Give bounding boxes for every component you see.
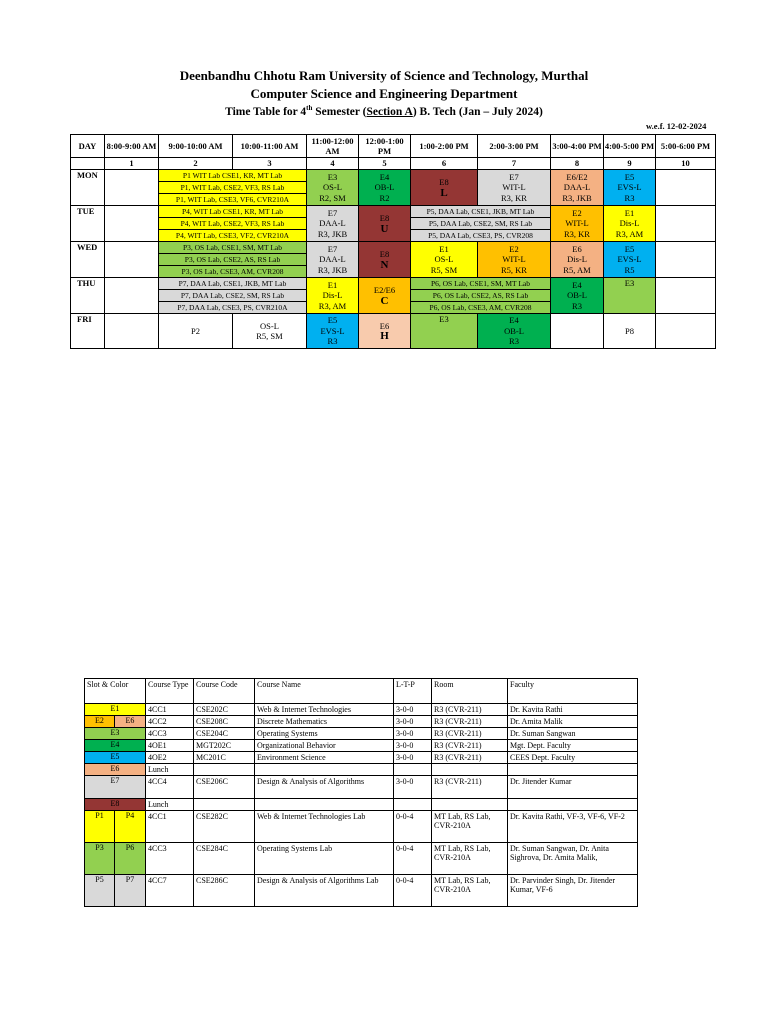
slot-number: 2 (159, 158, 233, 170)
course-legend (84, 678, 638, 907)
slot-number: 5 (359, 158, 411, 170)
day-label: THU (71, 278, 105, 314)
timetable-title: Time Table for 4th Semester (Section A) B. Tech (Jan – July 2024) (225, 104, 543, 118)
day-label: FRI (71, 314, 105, 349)
legend-row: E4 4OE1 MGT202C Organizational Behavior 3-0-0 R3 (CVR-211) Mgt. Dept. Faculty (85, 740, 638, 752)
day-label: TUE (71, 206, 105, 242)
day-row-wed (71, 242, 716, 278)
legend-header: Slot & Color (85, 679, 146, 704)
class-cell: OS-L R5, SM (233, 314, 307, 349)
class-cell: E4 OB-L R3 (551, 278, 604, 314)
header-cell: DAY (71, 135, 105, 158)
university-title: Deenbandhu Chhotu Ram University of Science and Technology, Murthal (179, 68, 589, 83)
day-label: WED (71, 242, 105, 278)
legend-row: E1 4CC1 CSE202C Web & Internet Technologies 3-0-0 R3 (CVR-211) Dr. Kavita Rathi (85, 704, 638, 716)
lunch-cell: E8 U (359, 206, 411, 242)
class-cell: E5 EVS-L R5 (604, 242, 656, 278)
lab-block: P3, OS Lab, CSE1, SM, MT Lab P3, OS Lab, CSE2, AS, RS Lab P3, OS Lab, CSE3, AM, CVR208 (159, 242, 307, 278)
class-cell: E4 OB-L R2 (359, 170, 411, 206)
class-cell: E6/E2 DAA-L R3, JKB (551, 170, 604, 206)
header-cell: 9:00-10:00 AM (159, 135, 233, 158)
class-cell: E1 Dis-L R3, AM (604, 206, 656, 242)
class-cell: E7 WIT-L R3, KR (478, 170, 551, 206)
legend-header: Course Code (194, 679, 255, 704)
slot-swatch: E5 (85, 752, 146, 764)
class-cell: E3 (604, 278, 656, 314)
legend-row: P3 P6 4CC3 CSE284C Operating Systems Lab 0-0-4 MT Lab, RS Lab, CVR-210A Dr. Suman Sangwan, Dr. Anita Sighrova, Dr. Amita Malik, (85, 843, 638, 875)
legend-row: E2 E6 4CC2 CSE208C Discrete Mathematics 3-0-0 R3 (CVR-211) Dr. Amita Malik (85, 716, 638, 728)
slot-swatch: P4 (115, 811, 146, 843)
legend-row: E7 4CC4 CSE206C Design & Analysis of Algorithms 3-0-0 R3 (CVR-211) Dr. Jitender Kumar (85, 776, 638, 799)
class-cell: E3 OS-L R2, SM (307, 170, 359, 206)
slot-number: 4 (307, 158, 359, 170)
legend-header: Course Type (146, 679, 194, 704)
class-cell: E1 Dis-L R3, AM (307, 278, 359, 314)
class-cell: E4 OB-L R3 (478, 314, 551, 349)
slot-swatch: E4 (85, 740, 146, 752)
slot-swatch: E6 (115, 716, 146, 728)
slot-swatch: E6 (85, 764, 146, 776)
lab-block: P7, DAA Lab, CSE1, JKB, MT Lab P7, DAA Lab, CSE2, SM, RS Lab P7, DAA Lab, CSE3, PS, CVR210A (159, 278, 307, 314)
day-label: MON (71, 170, 105, 206)
legend-header: Faculty (508, 679, 638, 704)
day-row-thu (71, 278, 716, 314)
legend-row: P1 P4 4CC1 CSE282C Web & Internet Technologies Lab 0-0-4 MT Lab, RS Lab, CVR-210A Dr. Kavita Rathi, VF-3, VF-6, VF-2 (85, 811, 638, 843)
header-cell: 3:00-4:00 PM (551, 135, 604, 158)
slot-swatch: E2 (85, 716, 115, 728)
class-cell: E2 WIT-L R5, KR (478, 242, 551, 278)
header-cell: 1:00-2:00 PM (411, 135, 478, 158)
legend-row: E6 Lunch (85, 764, 638, 776)
department-title: Computer Science and Engineering Department (250, 86, 518, 101)
day-row-fri (71, 314, 716, 349)
slot-swatch: E1 (85, 704, 146, 716)
class-cell: E5 EVS-L R3 (604, 170, 656, 206)
lunch-cell: E6 H (359, 314, 411, 349)
header-cell: 10:00-11:00 AM (233, 135, 307, 158)
slot-swatch: P7 (115, 875, 146, 907)
class-cell: E7 DAA-L R3, JKB (307, 206, 359, 242)
lab-block: P1 WIT Lab CSE1, KR, MT Lab P1, WIT Lab, CSE2, VF3, RS Lab P1, WIT Lab, CSE3, VF6, CVR210A (159, 170, 307, 206)
lab-block: P4, WIT Lab CSE1, KR, MT Lab P4, WIT Lab, CSE2, VF3, RS Lab P4, WIT Lab, CSE3, VF2, CVR210A (159, 206, 307, 242)
day-row-tue (71, 206, 716, 242)
legend-header: Room (432, 679, 508, 704)
legend-row: P5 P7 4CC7 CSE286C Design & Analysis of Algorithms Lab 0-0-4 MT Lab, RS Lab, CVR-210A Dr. Parvinder Singh, Dr. Jitender Kumar, VF-6 (85, 875, 638, 907)
header-cell: 2:00-3:00 PM (478, 135, 551, 158)
header-cell: 8:00-9:00 AM (105, 135, 159, 158)
slot-number: 1 (105, 158, 159, 170)
header-cell: 4:00-5:00 PM (604, 135, 656, 158)
legend-header: Course Name (255, 679, 394, 704)
header-cell: 11:00-12:00 AM (307, 135, 359, 158)
slot-number: 3 (233, 158, 307, 170)
class-cell: P2 (159, 314, 233, 349)
class-cell: P8 (604, 314, 656, 349)
slot-swatch: P1 (85, 811, 115, 843)
class-cell: E7 DAA-L R3, JKB (307, 242, 359, 278)
legend-row: E5 4OE2 MC201C Environment Science 3-0-0 R3 (CVR-211) CEES Dept. Faculty (85, 752, 638, 764)
slot-number: 9 (604, 158, 656, 170)
slot-number-row (71, 158, 716, 170)
legend-header: L-T-P (394, 679, 432, 704)
class-cell: E6 Dis-L R5, AM (551, 242, 604, 278)
slot-swatch: E7 (85, 776, 146, 799)
lunch-cell: E2/E6 C (359, 278, 411, 314)
day-row-mon (71, 170, 716, 206)
class-cell: E3 (411, 314, 478, 349)
header-row (71, 135, 716, 158)
timetable (70, 134, 716, 349)
class-cell: E1 OS-L R5, SM (411, 242, 478, 278)
slot-number: 10 (656, 158, 716, 170)
legend-header-row (85, 679, 638, 704)
class-cell: E2 WIT-L R3, KR (551, 206, 604, 242)
slot-swatch: E3 (85, 728, 146, 740)
effective-date: w.e.f. 12-02-2024 (646, 121, 707, 131)
slot-swatch: P3 (85, 843, 115, 875)
lab-block: P6, OS Lab, CSE1, SM, MT Lab P6, OS Lab, CSE2, AS, RS Lab P6, OS Lab, CSE3, AM, CVR208 (411, 278, 551, 314)
lunch-cell: E8 L (411, 170, 478, 206)
slot-swatch: P6 (115, 843, 146, 875)
header-cell: 5:00-6:00 PM (656, 135, 716, 158)
slot-number: 8 (551, 158, 604, 170)
legend-row: E3 4CC3 CSE204C Operating Systems 3-0-0 R3 (CVR-211) Dr. Suman Sangwan (85, 728, 638, 740)
slot-number: 7 (478, 158, 551, 170)
slot-swatch: E8 (85, 799, 146, 811)
lab-block: P5, DAA Lab, CSE1, JKB, MT Lab P5, DAA Lab, CSE2, SM, RS Lab P5, DAA Lab, CSE3, PS, CVR208 (411, 206, 551, 242)
slot-number: 6 (411, 158, 478, 170)
legend-row: E8 Lunch (85, 799, 638, 811)
lunch-cell: E8 N (359, 242, 411, 278)
header-cell: 12:00-1:00 PM (359, 135, 411, 158)
slot-swatch: P5 (85, 875, 115, 907)
class-cell: E5 EVS-L R3 (307, 314, 359, 349)
